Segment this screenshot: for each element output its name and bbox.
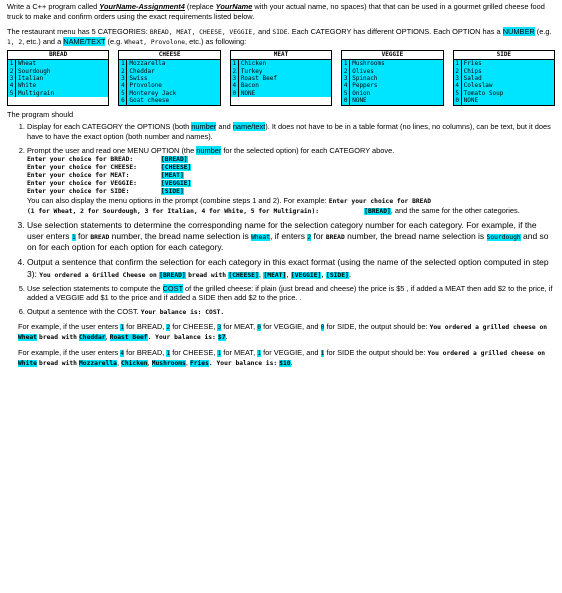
option-name: Tomato Soup [462, 90, 554, 97]
menu-option-row [454, 60, 554, 67]
option-name: NONE [462, 97, 554, 104]
option-number: 4 [231, 82, 239, 89]
option-name: NONE [350, 97, 442, 104]
option-name: Salad [462, 75, 554, 82]
option-number: 1 [342, 60, 350, 67]
option-number: 4 [8, 82, 16, 89]
option-name: Sourdough [16, 68, 108, 75]
option-number: 2 [231, 68, 239, 75]
menu-option-row [8, 60, 108, 67]
option-name: Provolone [127, 82, 219, 89]
menu-table-meat [230, 50, 332, 105]
prompt-line [27, 156, 555, 164]
step-3: 3. Use selection statements to determine the corresponding name for the selection category number for each category. For example, if the user enters 1 for BREAD number, the bread name selection is Wheat, if enters 2 for BREAD number, the bread name selection is Sourdough and so on for each option for each option for each category. [27, 220, 555, 253]
menu-option-row [454, 82, 554, 89]
your-name: YourName [215, 2, 253, 11]
option-name: Mushrooms [350, 60, 442, 67]
menu-option-row [119, 82, 219, 89]
menu-option-row [454, 68, 554, 75]
option-number: 1 [231, 60, 239, 67]
menu-table-title: VEGGIE [342, 51, 442, 60]
menu-table-side [453, 50, 555, 105]
option-number: 0 [454, 97, 462, 104]
option-name: Wheat [16, 60, 108, 67]
option-number: 4 [119, 82, 127, 89]
option-number: 3 [342, 75, 350, 82]
prompt-text: Enter your choice for VEGGIE: [27, 179, 137, 187]
option-number: 5 [342, 90, 350, 97]
requirements-list [7, 122, 555, 317]
prompt-line [27, 188, 555, 196]
option-number: 3 [454, 75, 462, 82]
prompt-line [27, 164, 555, 172]
option-name: Turkey [239, 68, 331, 75]
option-number: 2 [454, 68, 462, 75]
prompt-text: Enter your choice for SIDE: [27, 187, 130, 195]
step-1: 1. Display for each CATEGORY the OPTIONS (both number and name/text). It does not have to be in a table format (no lines, no columns), can be text, but it does have to have the exact option (both number and names). [27, 122, 555, 142]
option-number: 5 [119, 90, 127, 97]
menu-option-row [342, 82, 442, 89]
step-6: 6. Output a sentence with the COST. Your balance is: COST. [27, 307, 555, 317]
menu-table-veggie [341, 50, 443, 105]
menu-table-title: CHEESE [119, 51, 219, 60]
option-number: 1 [8, 60, 16, 67]
menu-option-row [342, 68, 442, 75]
option-number: 3 [119, 75, 127, 82]
menu-option-row [119, 68, 219, 75]
option-number: 4 [454, 82, 462, 89]
prompt-value: [MEAT] [161, 171, 184, 179]
menu-option-row [119, 75, 219, 82]
should-heading: The program should [7, 109, 74, 119]
menu-table-cheese [118, 50, 220, 105]
option-name: White [16, 82, 108, 89]
menu-table-title: MEAT [231, 51, 331, 60]
example-1: For example, if the user enters 1 for BREAD, 2 for CHEESE, 3 for MEAT, 0 for VEGGIE, and 0 for SIDE, the output should be: You ordered a grilled cheese on Wheat bread with Cheddar, Roast Beef. Your balance is: $7. [18, 321, 548, 341]
option-number: 1 [454, 60, 462, 67]
option-number: 2 [342, 68, 350, 75]
option-number: 3 [8, 75, 16, 82]
menu-option-row [231, 60, 331, 67]
menu-option-row [8, 90, 108, 97]
menu-option-row [231, 75, 331, 82]
prompt-value: [BREAD] [161, 155, 188, 163]
program-name: YourName-Assignment4 [99, 2, 185, 11]
option-name: Italian [16, 75, 108, 82]
menu-option-row [231, 82, 331, 89]
menu-option-row [342, 90, 442, 97]
option-number: 2 [119, 68, 127, 75]
option-number: 4 [342, 82, 350, 89]
option-name: Chips [462, 68, 554, 75]
menu-option-row [342, 75, 442, 82]
option-name: NONE [239, 90, 331, 97]
option-number: 0 [231, 90, 239, 97]
menu-option-row [454, 75, 554, 82]
step-4: 4. Output a sentence that confirm the selection for each category in this exact format (using the name of the selected option computed in step 3): You ordered a Grilled Cheese on [BREAD] bread with [CHEESE], [MEAT], [VEGGIE], [SIDE]. [27, 257, 555, 279]
option-name: Bacon [239, 82, 331, 89]
menu-table-title: BREAD [8, 51, 108, 60]
option-name: Onion [350, 90, 442, 97]
menu-option-row [231, 68, 331, 75]
option-name: Swiss [127, 75, 219, 82]
prompt-value: [CHEESE] [161, 163, 192, 171]
option-name: Coleslaw [462, 82, 554, 89]
option-number: 3 [231, 75, 239, 82]
prompt-text: Enter your choice for MEAT: [27, 171, 130, 179]
prompt-line [27, 180, 555, 188]
menu-tables [7, 50, 555, 105]
intro-paragraph: Write a C++ program called YourName-Assignment4 (replace YourName with your actual name, no spaces) that that can be used in a gourmet grilled cheese food truck to make and confirm orders using the exact requirements listed below. [7, 2, 545, 21]
menu-option-row [8, 82, 108, 89]
option-number: 5 [8, 90, 16, 97]
menu-option-row [119, 97, 219, 104]
step-2: 2. Prompt the user and read one MENU OPTION (the number for the selected option) for each CATEGORY above. Enter your choice for BREAD: [BREAD] Enter your choice for CHEESE: [CHEESE] Enter your choice for MEAT: [MEAT] Enter your choice for VEGGIE: [VEGGIE] Enter your choice for SIDE: [SIDE] You can also display the menu options in the prompt (combine steps 1 and 2). For example: Enter your choice for BREAD (1 for Wheat, 2 for Sourdough, 3 for Italian, 4 for White, 5 for Multigrain): [BREAD], and the same for the other categories. [27, 146, 555, 216]
prompt-value: [VEGGIE] [161, 179, 192, 187]
prompt-value: [SIDE] [161, 187, 184, 195]
menu-table-title: SIDE [454, 51, 554, 60]
menu-intro: The restaurant menu has 5 CATEGORIES: BREAD, MEAT, CHEESE, VEGGIE, and SIDE. Each CATEGORY has different OPTIONS. Each OPTION has a NUMBER (e.g. 1, 2, etc.) and a NAME/TEXT (e.g. Wheat, Provolone, etc.) as following: [7, 26, 552, 46]
option-number: 5 [454, 90, 462, 97]
menu-option-row [119, 60, 219, 67]
menu-option-row [119, 90, 219, 97]
option-name: Roast Beef [239, 75, 331, 82]
menu-option-row [454, 97, 554, 104]
menu-option-row [8, 68, 108, 75]
option-name: Goat cheese [127, 97, 219, 104]
option-number: 2 [8, 68, 16, 75]
option-number: 1 [119, 60, 127, 67]
option-name: Spinach [350, 75, 442, 82]
step-5: 5. Use selection statements to compute the COST of the grilled cheese: if plain (just bread and cheese) the price is $5 , if added a MEAT then add $2 to the price, if added a VEGGIE add $1 to the price and if added a SIDE then add $2 to the price. . [27, 284, 555, 304]
prompt-text: Enter your choice for BREAD: [27, 155, 134, 163]
menu-option-row [231, 90, 331, 97]
option-name: Mozzarella [127, 60, 219, 67]
option-name: Chicken [239, 60, 331, 67]
option-name: Multigrain [16, 90, 108, 97]
option-name: Monterey Jack [127, 90, 219, 97]
prompt-text: Enter your choice for CHEESE: [27, 163, 137, 171]
example-2: For example, if the user enters 4 for BREAD, 1 for CHEESE, 1 for MEAT, 1 for VEGGIE, and 1 for SIDE the output should be: You ordered a grilled cheese on White bread with Mozzarella, Chicken, Mushrooms, Fries. Your balance is: $10. [18, 348, 546, 368]
option-number: 0 [342, 97, 350, 104]
menu-table-bread [7, 50, 109, 105]
prompt-line [27, 172, 555, 180]
prompt-list [27, 156, 555, 196]
option-name: Peppers [350, 82, 442, 89]
menu-option-row [8, 75, 108, 82]
option-name: Fries [462, 60, 554, 67]
option-name: Cheddar [127, 68, 219, 75]
menu-option-row [342, 97, 442, 104]
menu-option-row [342, 60, 442, 67]
option-number: 6 [119, 97, 127, 104]
menu-option-row [454, 90, 554, 97]
option-name: Olives [350, 68, 442, 75]
